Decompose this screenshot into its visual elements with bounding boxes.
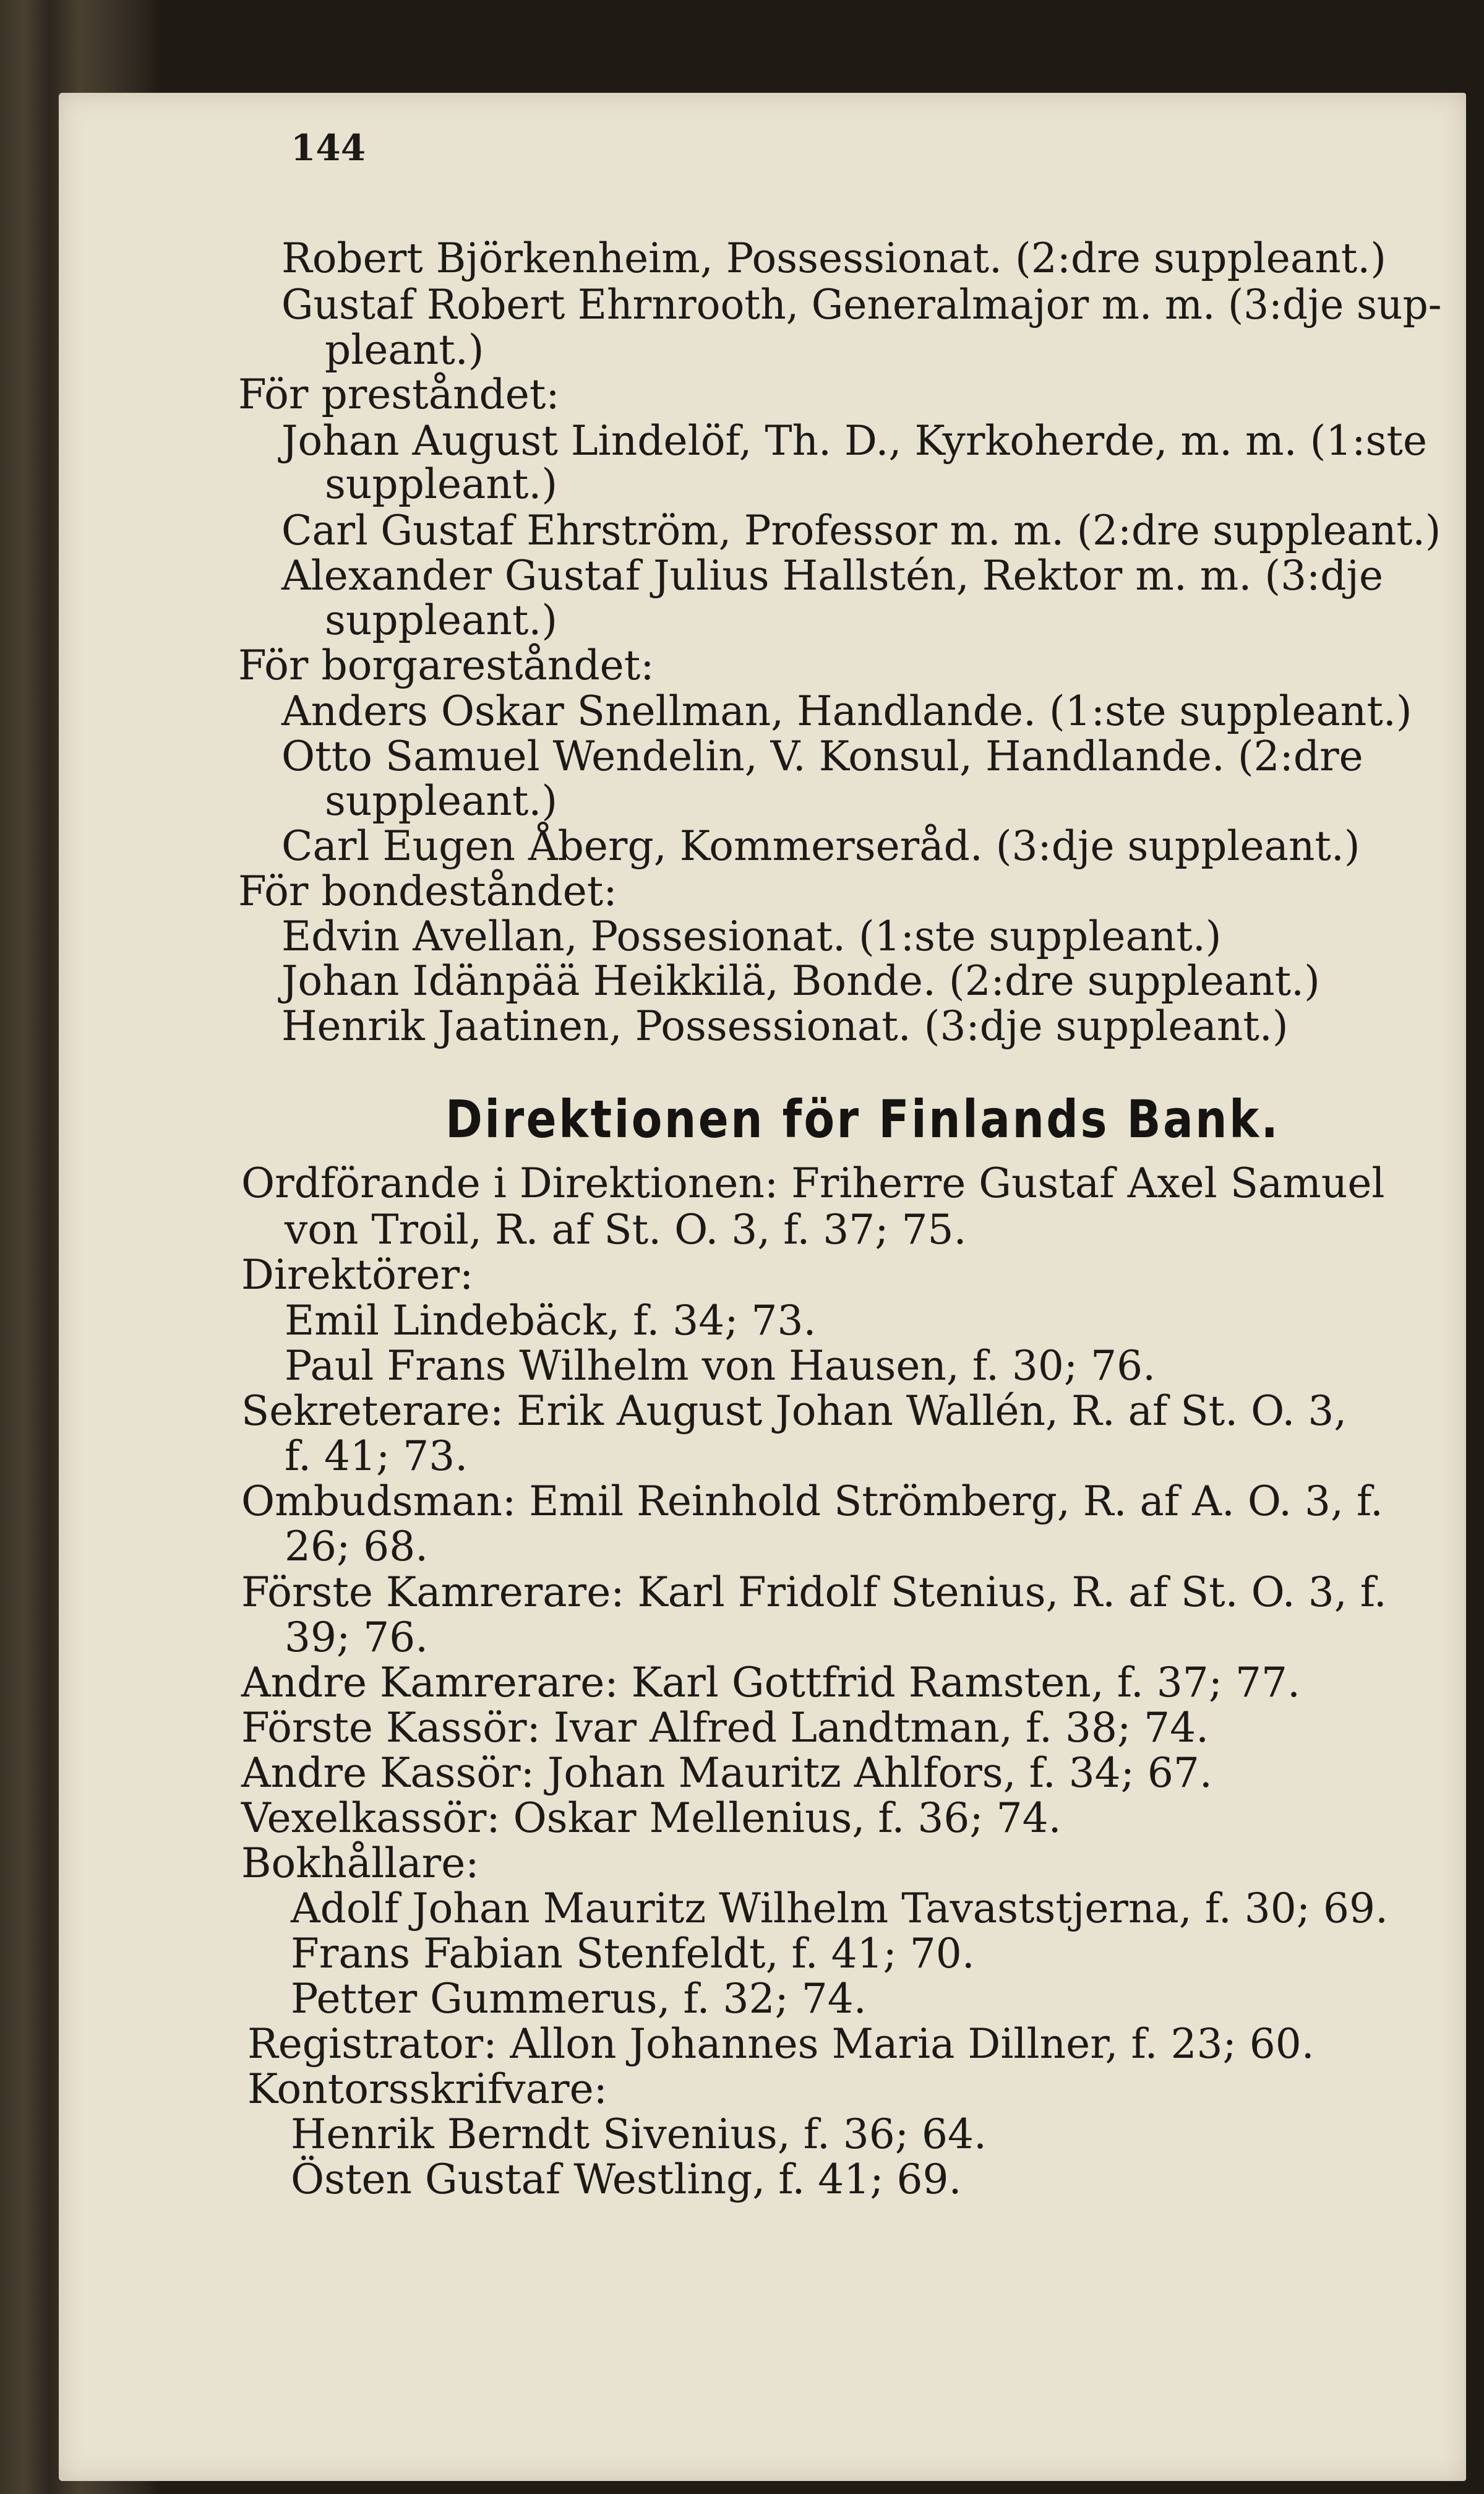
text-line: Ordförande i Direktionen: Friherre Gustaf Axel Samuel	[241, 1159, 1385, 1207]
text-line: f. 41; 73.	[285, 1432, 468, 1480]
text-line: von Troil, R. af St. O. 3, f. 37; 75.	[285, 1206, 967, 1253]
text-line: suppleant.)	[325, 777, 558, 825]
text-line: Ombudsman: Emil Reinhold Strömberg, R. af A. O. 3, f.	[241, 1477, 1384, 1525]
text-line: 26; 68.	[285, 1523, 429, 1570]
text-line: För borgareståndet:	[238, 642, 654, 689]
text-line: Adolf Johan Mauritz Wilhelm Tavaststjerna, f. 30; 69.	[291, 1885, 1388, 1932]
text-line: Emil Lindebäck, f. 34; 73.	[285, 1297, 817, 1344]
text-line: Andre Kamrerare: Karl Gottfrid Ramsten, f. 37; 77.	[241, 1659, 1300, 1706]
section-heading: Direktionen för Finlands Bank.	[445, 1089, 1280, 1150]
text-line: För bondeståndet:	[238, 867, 617, 915]
text-line: Bokhållare:	[241, 1839, 479, 1887]
text-line: Östen Gustaf Westling, f. 41; 69.	[291, 2156, 962, 2203]
text-line: Edvin Avellan, Possesionat. (1:ste suppleant.)	[281, 913, 1222, 960]
text-line: Alexander Gustaf Julius Hallstén, Rektor m. m. (3:dje	[281, 552, 1384, 600]
text-line: Andre Kassör: Johan Mauritz Ahlfors, f. 34; 67.	[241, 1749, 1212, 1797]
page-number: 144	[291, 127, 366, 169]
text-line: Anders Oskar Snellman, Handlande. (1:ste suppleant.)	[281, 687, 1412, 735]
text-line: Johan Idänpää Heikkilä, Bonde. (2:dre suppleant.)	[281, 957, 1320, 1005]
text-line: Carl Gustaf Ehrström, Professor m. m. (2:dre suppleant.)	[281, 507, 1441, 554]
text-line: suppleant.)	[325, 460, 558, 508]
text-line: Otto Samuel Wendelin, V. Konsul, Handlande. (2:dre	[281, 733, 1363, 780]
text-line: 39; 76.	[285, 1614, 429, 1661]
text-line: För preståndet:	[238, 371, 560, 418]
text-line: Petter Gummerus, f. 32; 74.	[291, 1975, 867, 2023]
text-line: pleant.)	[325, 326, 484, 374]
text-line: Direktörer:	[241, 1251, 474, 1299]
text-line: Henrik Berndt Sivenius, f. 36; 64.	[291, 2110, 987, 2158]
text-line: suppleant.)	[325, 596, 558, 644]
text-line: Sekreterare: Erik August Johan Wallén, R. af St. O. 3,	[241, 1387, 1347, 1435]
text-line: Kontorsskrifvare:	[247, 2065, 607, 2113]
text-line: Förste Kamrerare: Karl Fridolf Stenius, R. af St. O. 3, f.	[241, 1568, 1387, 1616]
text-line: Registrator: Allon Johannes Maria Dillner, f. 23; 60.	[247, 2020, 1315, 2068]
text-line: Paul Frans Wilhelm von Hausen, f. 30; 76.	[285, 1342, 1156, 1390]
text-line: Gustaf Robert Ehrnrooth, Generalmajor m. m. (3:dje sup-	[281, 281, 1442, 329]
text-line: Vexelkassör: Oskar Mellenius, f. 36; 74.	[241, 1794, 1062, 1842]
text-line: Frans Fabian Stenfeldt, f. 41; 70.	[291, 1930, 975, 1977]
text-line: Förste Kassör: Ivar Alfred Landtman, f. 38; 74.	[241, 1704, 1209, 1752]
text-line: Carl Eugen Åberg, Kommerseråd. (3:dje suppleant.)	[281, 822, 1360, 870]
text-line: Robert Björkenheim, Possessionat. (2:dre suppleant.)	[281, 234, 1386, 282]
text-line: Henrik Jaatinen, Possessionat. (3:dje suppleant.)	[281, 1002, 1289, 1050]
text-line: Johan August Lindelöf, Th. D., Kyrkoherde, m. m. (1:ste	[281, 417, 1427, 465]
